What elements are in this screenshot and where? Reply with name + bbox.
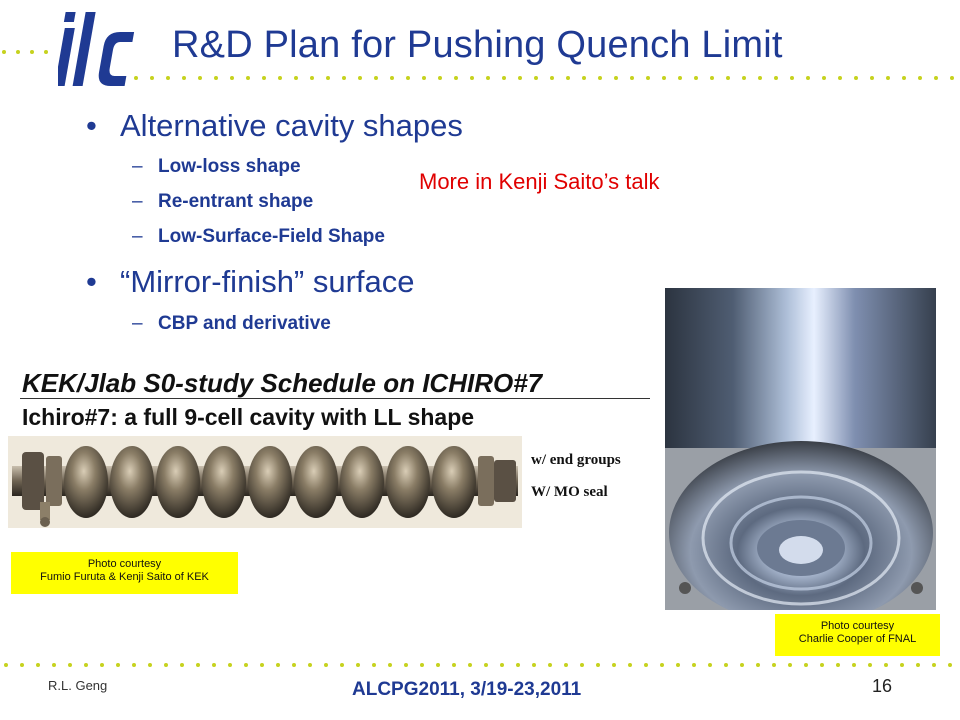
- title-dotted-rule: [130, 74, 960, 82]
- cavity-cell: [340, 446, 384, 518]
- cavity-cell: [156, 446, 200, 518]
- credit-line: Charlie Cooper of FNAL: [798, 633, 917, 645]
- cavity-cell: [64, 446, 108, 518]
- sub-marker: –: [132, 226, 143, 247]
- sub-marker: –: [132, 156, 143, 177]
- sub-text: Re-entrant shape: [158, 191, 314, 212]
- annotation-mo-seal: W/ MO seal: [531, 484, 608, 500]
- annotation-end-groups: w/ end groups: [531, 452, 621, 468]
- schedule-title: KEK/Jlab S0-study Schedule on ICHIRO#7: [22, 368, 543, 398]
- slide-title: R&D Plan for Pushing Quench Limit: [172, 24, 783, 66]
- footer-dotted-rule: [0, 661, 960, 669]
- top-dotted-rule: [0, 48, 60, 56]
- cavity-interior-photo: [665, 288, 936, 610]
- bullet-marker: •: [86, 264, 97, 299]
- sub-bullet-low-surface-field: [132, 226, 385, 248]
- cavity-cell: [386, 446, 430, 518]
- footer-event: ALCPG2011, 3/19-23,2011: [352, 679, 582, 700]
- schedule-divider: [20, 398, 650, 399]
- photo-credit-kek: [11, 552, 238, 594]
- sub-bullet-low-loss: [132, 156, 301, 178]
- cavity-cell: [110, 446, 154, 518]
- page-number: 16: [872, 676, 893, 696]
- credit-line: Fumio Furuta & Kenji Saito of KEK: [40, 571, 209, 583]
- cavity-interior-illustration: [665, 288, 936, 610]
- sub-text: Low-loss shape: [158, 156, 301, 177]
- bullet-mirror-finish: [86, 264, 415, 300]
- credit-line: Photo courtesy: [87, 558, 162, 570]
- schedule-subtitle: Ichiro#7: a full 9-cell cavity with LL shape: [22, 404, 475, 430]
- cavity-illustration: [8, 436, 522, 528]
- credit-line: Photo courtesy: [820, 620, 895, 632]
- bullet-text: Alternative cavity shapes: [120, 108, 463, 143]
- photo-credit-fnal: [775, 614, 940, 656]
- sub-text: Low-Surface-Field Shape: [158, 226, 385, 247]
- footer-author: R.L. Geng: [48, 678, 108, 693]
- cavity-cell: [294, 446, 338, 518]
- cavity-cell: [248, 446, 292, 518]
- cavity-cell: [432, 446, 476, 518]
- nine-cell-cavity-photo: [8, 436, 522, 528]
- talk-reference-note: More in Kenji Saito’s talk: [419, 169, 660, 194]
- sub-bullet-cbp: [132, 313, 331, 335]
- sub-marker: –: [132, 313, 143, 334]
- cavity-cell: [202, 446, 246, 518]
- sub-marker: –: [132, 191, 143, 212]
- sub-bullet-re-entrant: [132, 191, 313, 213]
- bullet-cavity-shapes: [86, 108, 463, 144]
- bullet-marker: •: [86, 108, 97, 143]
- ilc-logo: [58, 10, 138, 90]
- sub-text: CBP and derivative: [158, 313, 331, 334]
- bullet-text: “Mirror-finish” surface: [120, 264, 415, 299]
